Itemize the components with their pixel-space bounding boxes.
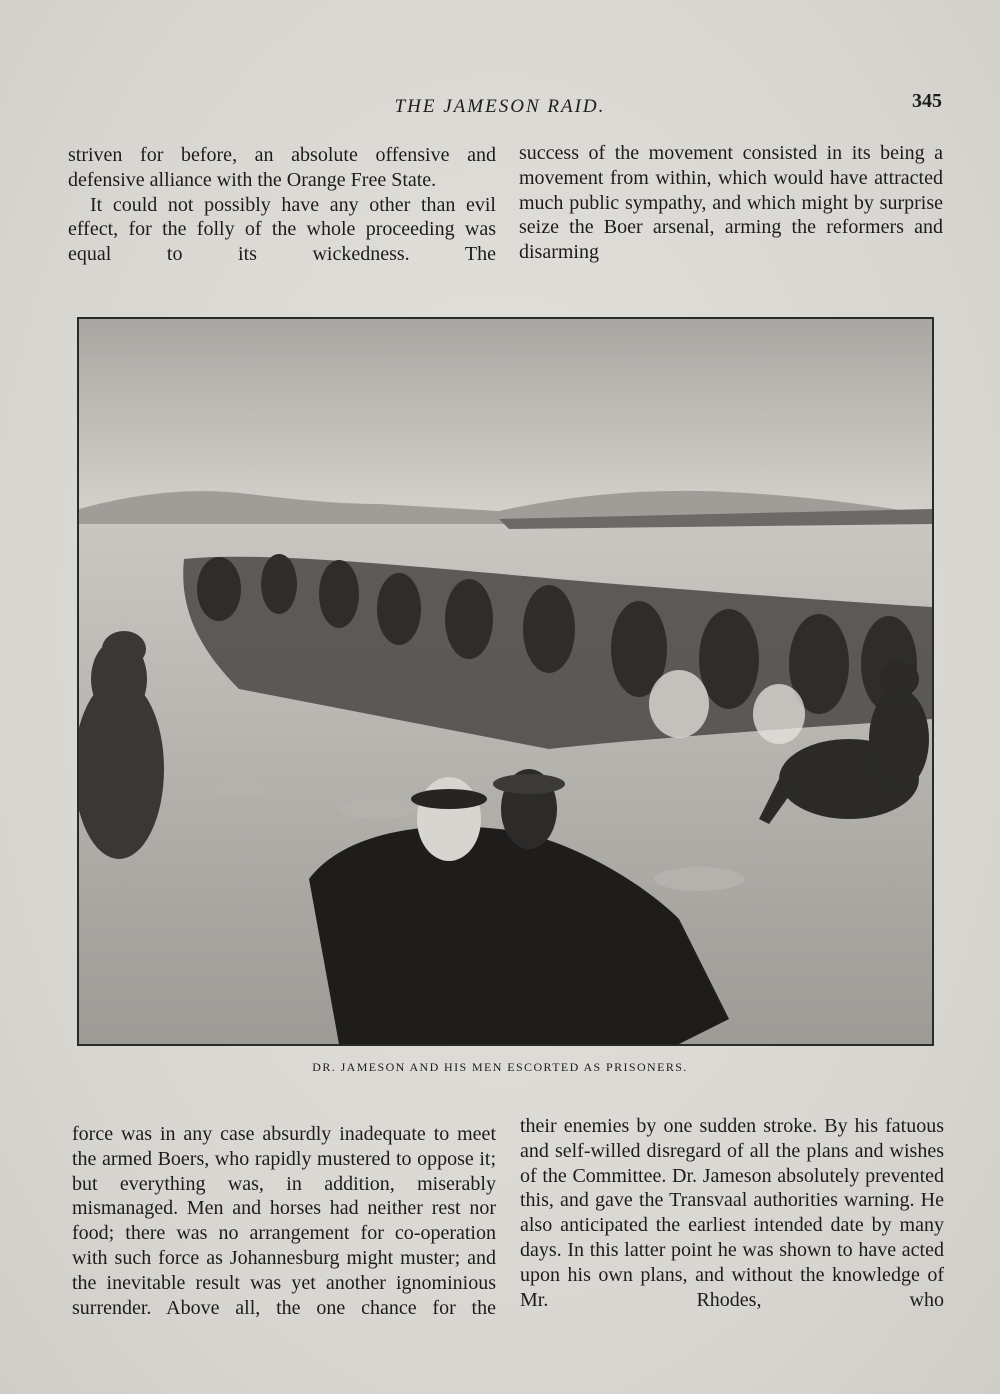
paragraph-line: defensive alliance with the Orange Free State. [68,168,437,191]
text-column-bottom-left [72,1122,496,1320]
paragraph: their enemies by one sudden stroke. By his fatuous and self-willed disregard of all the plans and wishes of the Committee. Dr. Jameson absolutely prevented this, and gave the Transvaal authorities warning. He also anticipated the earliest intended date by many days. In this latter point he was shown to have acted upon his own plans, and without the knowledge of Mr. Rhodes, who [520,1115,944,1311]
text-column-top-left [68,143,496,267]
illustration-image [79,319,932,1044]
paragraph: force was in any case absurdly inadequate to meet the armed Boers, who rapidly mustered to oppose it; but everything was, in addition, miserably mismanaged. Men and horses had neither rest nor food; there was no arrangement for co-operation with such force as Johannesburg might muster; and the inevitable result was yet another ignominious surrender. Above all, the one chance for the [72,1123,496,1319]
text-column-bottom-right [520,1114,944,1312]
page-number: 345 [912,90,942,112]
text-column-top-right [519,141,943,265]
paragraph: It could not possibly have any other than evil effect, for the folly of the whole proceeding was equal to its wickedness. The [68,193,496,266]
paragraph-line: striven for before, an absolute offensive and [68,144,496,166]
figure-caption: DR. JAMESON AND HIS MEN ESCORTED AS PRISONERS. [312,1060,688,1074]
illustration-figure [77,317,934,1046]
running-title: THE JAMESON RAID. [394,96,606,117]
paragraph: success of the movement consisted in its being a movement from within, which would have attracted much public sympathy, and which might by surprise seize the Boer arsenal, arming the reformers and disarming [519,142,943,264]
